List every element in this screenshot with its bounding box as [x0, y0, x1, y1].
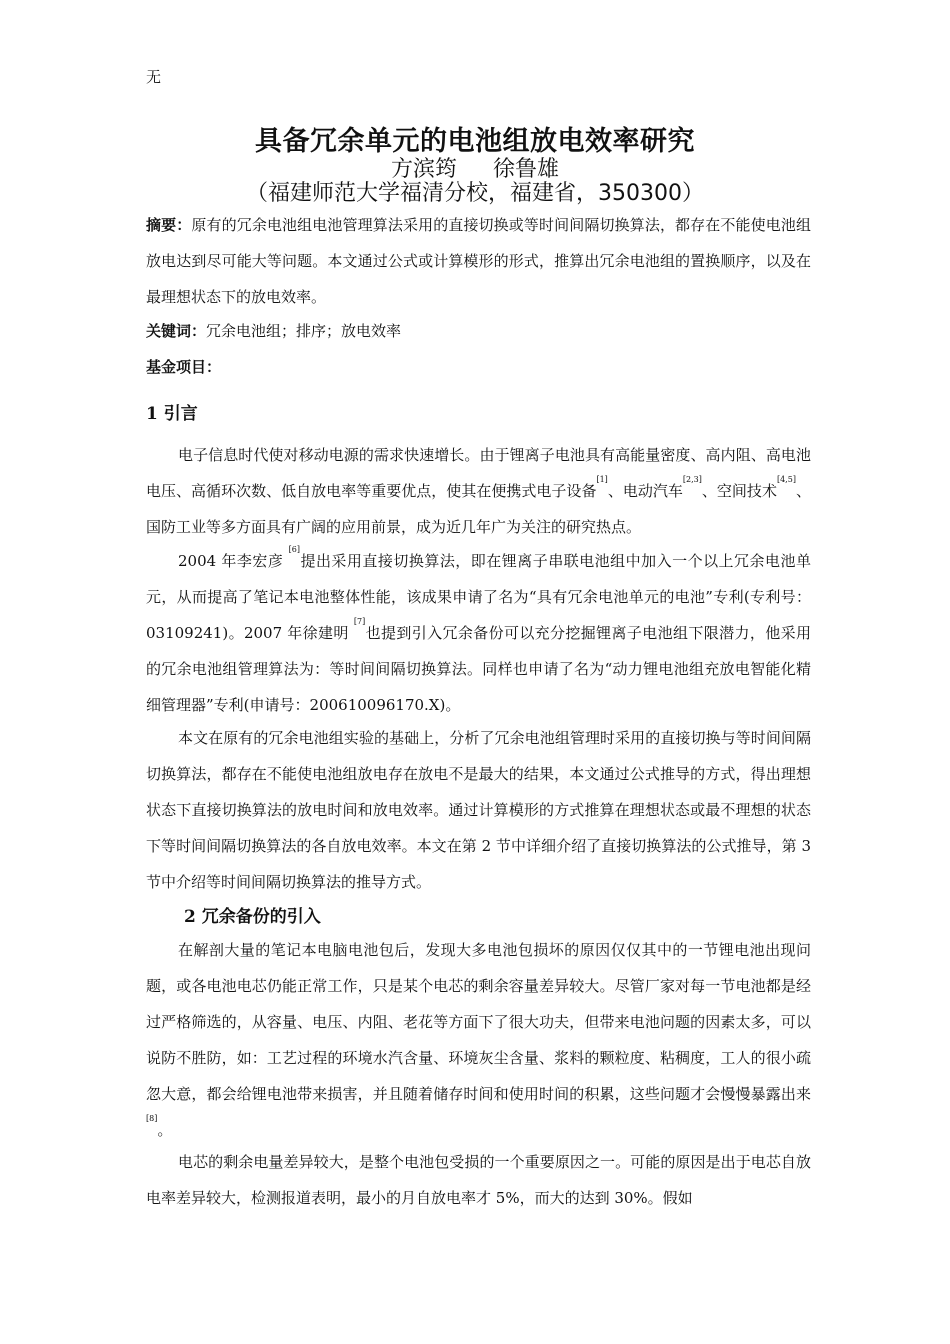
- keywords: [146, 313, 811, 349]
- citation: [7]: [353, 617, 366, 626]
- author-1: 方滨筠: [390, 157, 457, 182]
- abstract-text: 原有的冗余电池组电池管理算法采用的直接切换或等时间间隔切换算法，都存在不能使电池组放电达到尽可能大等问题。本文通过公式或计算模形的形式，推算出冗余电池组的置换顺序，以及在最理想状态下的放电效率。: [146, 216, 811, 306]
- paper-title: 具备冗余单元的电池组放电效率研究: [255, 126, 695, 157]
- header-mark: 无: [146, 68, 162, 86]
- text-run: 电子信息时代使对移动电源的需求快速增长。由于锂离子电池具有高能量密度、高内阻、高电池电压、高循环次数、低自放电率等重要优点，使其在便携式电子设备: [146, 446, 811, 500]
- citation: [2,3]: [682, 475, 702, 484]
- section-2-heading: 2 冗余备份的引入: [184, 907, 321, 927]
- text-run: 在解剖大量的笔记本电脑电池包后，发现大多电池包损坏的原因仅仅其中的一节锂电池出现问题，或各电池电芯仍能正常工作，只是某个电芯的剩余容量差异较大。尽管厂家对每一节电池都是经过严格筛选的，从容量、电压、内阻、老花等方面下了很大功夫，但带来电池问题的因素太多，可以说防不胜防，如：工艺过程的环境水汽含量、环境灰尘含量、浆料的颗粒度、粘稠度，工人的很小疏忽大意，都会给锂电池带来损害，并且随着储存时间和使用时间的积累，这些问题才会慢慢暴露出来: [146, 941, 811, 1103]
- text-run: 、国防工业等多方面具有广阔的应用前景，成为近几年广为关注的研究热点。: [146, 482, 811, 536]
- section-1-paragraph-2: [146, 543, 811, 723]
- fund-label: 基金项目：: [146, 358, 222, 376]
- section-1-heading: 1 引言: [146, 404, 198, 424]
- text-run: 、电动汽车: [607, 482, 683, 500]
- text-run: 也提到引入冗余备份可以充分挖掘锂离子电池组下限潜力，他采用的冗余电池组管理算法为：等时间间隔切换算法。同样也申请了名为“动力锂电池组充放电智能化精细管理器”专利(申请号：200610096170.X)。: [146, 624, 811, 714]
- affiliation: （福建师范大学福清分校，福建省，350300）: [246, 181, 704, 206]
- section-2-paragraph-1: [146, 932, 811, 1148]
- text-run: 。: [157, 1121, 173, 1139]
- section-2-paragraph-2: 电芯的剩余电量差异较大，是整个电池包受损的一个重要原因之一。可能的原因是出于电芯自放电率差异较大，检测报道表明，最小的月自放电率才 5%，而大的达到 30%。假如: [146, 1153, 811, 1207]
- text-run: 2004 年李宏彦: [178, 552, 289, 570]
- citation: [8]: [146, 1114, 158, 1123]
- keywords-label: 关键词：: [146, 322, 207, 340]
- abstract: [146, 207, 811, 315]
- citation: [6]: [288, 545, 300, 554]
- abstract-label: 摘要：: [146, 216, 192, 234]
- section-1-paragraph-1: [146, 437, 811, 545]
- fund: [146, 349, 811, 385]
- keywords-text: 冗余电池组；排序；放电效率: [206, 322, 402, 340]
- citation: [4,5]: [776, 475, 796, 484]
- text-run: 提出采用直接切换算法，即在锂离子串联电池组中加入一个以上冗余电池单元，从而提高了笔记本电池整体性能，该成果申请了名为“具有冗余电池单元的电池”专利(专利号：03109241)。2007 年徐建明: [146, 552, 811, 642]
- author-2: 徐鲁雄: [493, 157, 560, 182]
- text-run: 、空间技术: [701, 482, 777, 500]
- section-1-paragraph-3: 本文在原有的冗余电池组实验的基础上，分析了冗余电池组管理时采用的直接切换与等时间间隔切换算法，都存在不能使电池组放电存在放电不是最大的结果，本文通过公式推导的方式，得出理想状态下直接切换算法的放电时间和放电效率。通过计算模形的方式推算在理想状态或最不理想的状态下等时间间隔切换算法的各自放电效率。本文在第 2 节中详细介绍了直接切换算法的公式推导，第 3 节中介绍等时间间隔切换算法的推导方式。: [146, 729, 811, 891]
- citation: [1]: [596, 475, 608, 484]
